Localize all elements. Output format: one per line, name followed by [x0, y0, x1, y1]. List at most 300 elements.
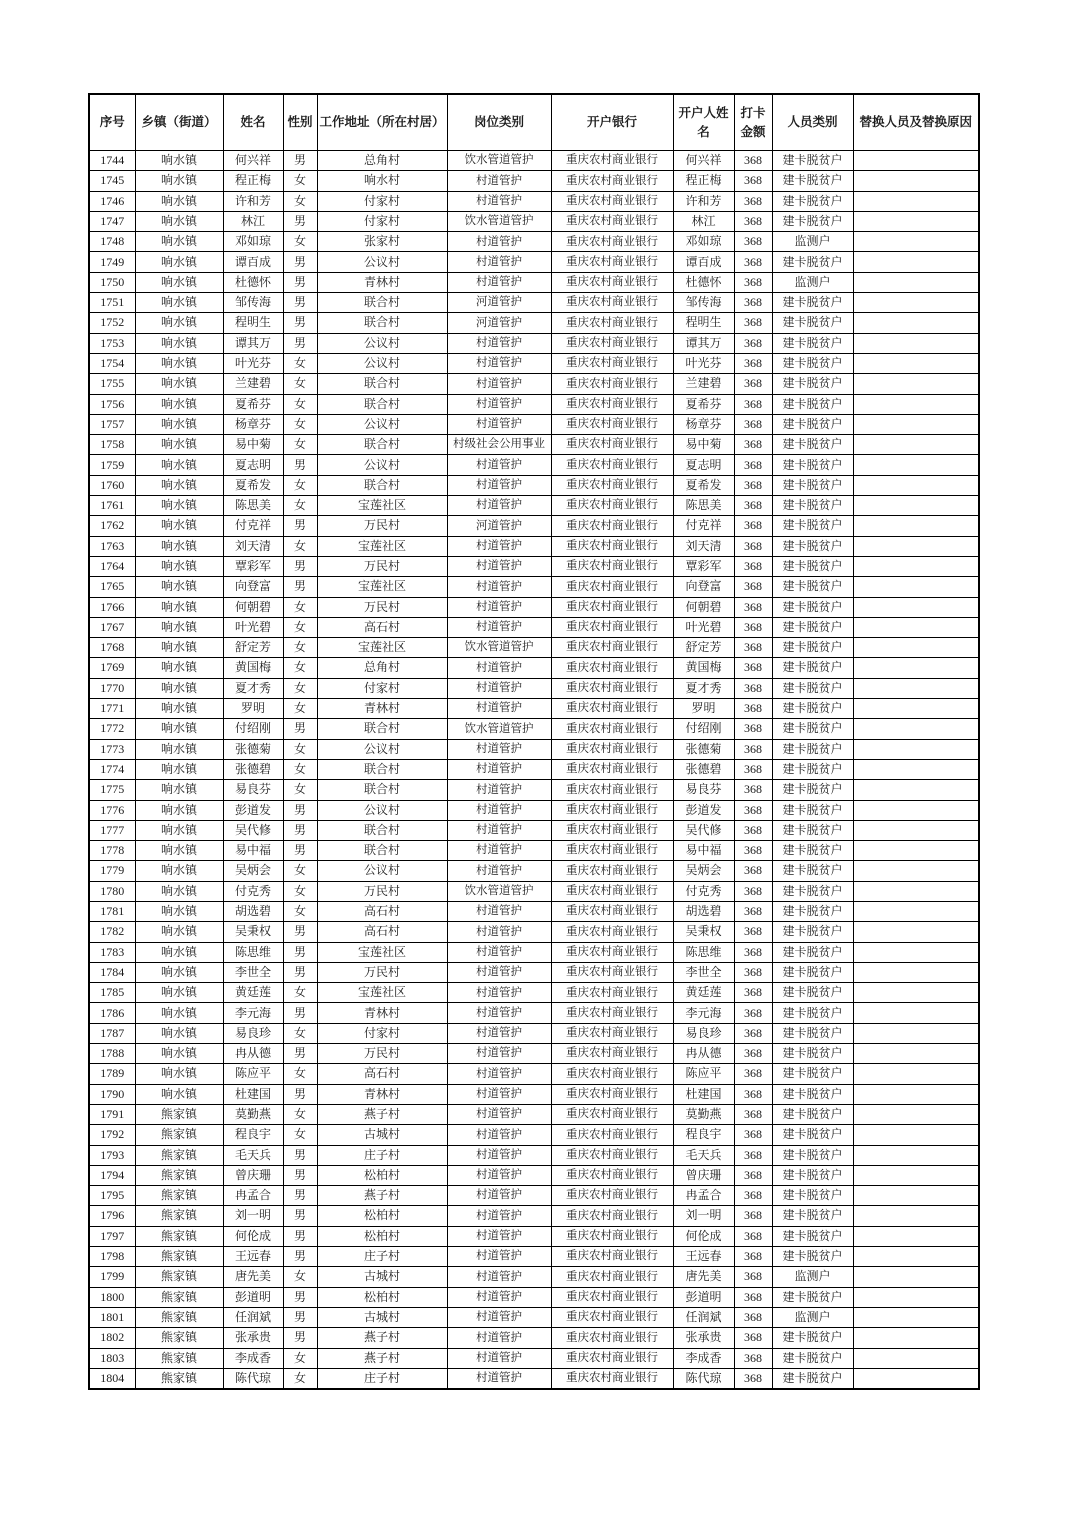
cell-town: 熊家镇 — [135, 1165, 223, 1185]
document-page — [88, 93, 978, 1390]
cell-gender: 女 — [283, 881, 317, 901]
cell-seq: 1766 — [89, 597, 135, 617]
cell-town: 熊家镇 — [135, 1328, 223, 1348]
cell-replacement — [853, 922, 979, 942]
cell-bank: 重庆农村商业银行 — [551, 658, 673, 678]
cell-category: 建卡脱贫户 — [772, 374, 853, 394]
cell-job: 村道管护 — [447, 1287, 551, 1307]
cell-account: 唐先美 — [673, 1267, 734, 1287]
cell-job: 村道管护 — [447, 861, 551, 881]
table-row — [89, 1267, 979, 1287]
table-row — [89, 1125, 979, 1145]
cell-job: 村道管护 — [447, 597, 551, 617]
cell-amount: 368 — [734, 881, 772, 901]
cell-seq: 1754 — [89, 353, 135, 373]
cell-category: 建卡脱贫户 — [772, 353, 853, 373]
cell-account: 王远春 — [673, 1247, 734, 1267]
cell-category: 建卡脱贫户 — [772, 577, 853, 597]
cell-account: 夏希发 — [673, 475, 734, 495]
cell-seq: 1798 — [89, 1247, 135, 1267]
cell-category: 建卡脱贫户 — [772, 171, 853, 191]
cell-bank: 重庆农村商业银行 — [551, 1206, 673, 1226]
col-header-category: 人员类别 — [772, 94, 853, 151]
cell-gender: 男 — [283, 313, 317, 333]
cell-account: 罗明 — [673, 699, 734, 719]
cell-bank: 重庆农村商业银行 — [551, 678, 673, 698]
cell-job: 饮水管道管护 — [447, 881, 551, 901]
cell-seq: 1790 — [89, 1084, 135, 1104]
cell-category: 建卡脱贫户 — [772, 1044, 853, 1064]
cell-name: 何朝碧 — [223, 597, 283, 617]
cell-name: 陈代琼 — [223, 1368, 283, 1389]
cell-seq: 1771 — [89, 699, 135, 719]
cell-job: 村道管护 — [447, 1023, 551, 1043]
table-row — [89, 800, 979, 820]
cell-gender: 女 — [283, 678, 317, 698]
cell-replacement — [853, 293, 979, 313]
cell-name: 叶光芬 — [223, 353, 283, 373]
cell-bank: 重庆农村商业银行 — [551, 577, 673, 597]
cell-bank: 重庆农村商业银行 — [551, 719, 673, 739]
cell-name: 吴代修 — [223, 820, 283, 840]
cell-name: 夏希芬 — [223, 394, 283, 414]
cell-amount: 368 — [734, 455, 772, 475]
cell-town: 响水镇 — [135, 232, 223, 252]
cell-bank: 重庆农村商业银行 — [551, 1226, 673, 1246]
cell-seq: 1804 — [89, 1368, 135, 1389]
cell-category: 建卡脱贫户 — [772, 699, 853, 719]
cell-town: 响水镇 — [135, 861, 223, 881]
cell-bank: 重庆农村商业银行 — [551, 1328, 673, 1348]
cell-amount: 368 — [734, 151, 772, 171]
cell-seq: 1744 — [89, 151, 135, 171]
cell-seq: 1772 — [89, 719, 135, 739]
cell-account: 黄国梅 — [673, 658, 734, 678]
cell-village: 松柏村 — [317, 1165, 447, 1185]
cell-seq: 1755 — [89, 374, 135, 394]
cell-town: 响水镇 — [135, 759, 223, 779]
cell-bank: 重庆农村商业银行 — [551, 1104, 673, 1124]
cell-account: 邓如琼 — [673, 232, 734, 252]
cell-seq: 1802 — [89, 1328, 135, 1348]
cell-gender: 男 — [283, 272, 317, 292]
cell-bank: 重庆农村商业银行 — [551, 414, 673, 434]
cell-name: 谭百成 — [223, 252, 283, 272]
cell-town: 熊家镇 — [135, 1206, 223, 1226]
cell-replacement — [853, 739, 979, 759]
cell-category: 建卡脱贫户 — [772, 861, 853, 881]
cell-village: 联合村 — [317, 841, 447, 861]
cell-gender: 女 — [283, 901, 317, 921]
table-header — [89, 94, 979, 151]
cell-amount: 368 — [734, 658, 772, 678]
cell-village: 松柏村 — [317, 1226, 447, 1246]
cell-name: 莫勤燕 — [223, 1104, 283, 1124]
cell-name: 吴秉权 — [223, 922, 283, 942]
cell-bank: 重庆农村商业银行 — [551, 1267, 673, 1287]
table-row — [89, 151, 979, 171]
table-row — [89, 820, 979, 840]
cell-account: 舒定芳 — [673, 638, 734, 658]
table-row — [89, 597, 979, 617]
cell-gender: 女 — [283, 191, 317, 211]
cell-amount: 368 — [734, 414, 772, 434]
cell-gender: 女 — [283, 597, 317, 617]
cell-replacement — [853, 1287, 979, 1307]
table-row — [89, 272, 979, 292]
cell-bank: 重庆农村商业银行 — [551, 638, 673, 658]
table-row — [89, 211, 979, 231]
cell-category: 建卡脱贫户 — [772, 475, 853, 495]
cell-category: 建卡脱贫户 — [772, 435, 853, 455]
cell-town: 响水镇 — [135, 942, 223, 962]
cell-account: 曾庆珊 — [673, 1165, 734, 1185]
cell-account: 陈代琼 — [673, 1368, 734, 1389]
cell-amount: 368 — [734, 800, 772, 820]
cell-village: 青林村 — [317, 699, 447, 719]
cell-seq: 1770 — [89, 678, 135, 698]
cell-replacement — [853, 1186, 979, 1206]
cell-town: 响水镇 — [135, 800, 223, 820]
cell-amount: 368 — [734, 374, 772, 394]
cell-gender: 女 — [283, 536, 317, 556]
cell-amount: 368 — [734, 1003, 772, 1023]
cell-category: 建卡脱贫户 — [772, 678, 853, 698]
table-row — [89, 496, 979, 516]
cell-replacement — [853, 820, 979, 840]
cell-account: 张承贵 — [673, 1328, 734, 1348]
cell-job: 村道管护 — [447, 1307, 551, 1327]
cell-village: 联合村 — [317, 313, 447, 333]
cell-name: 唐先美 — [223, 1267, 283, 1287]
table-row — [89, 1247, 979, 1267]
cell-town: 响水镇 — [135, 1044, 223, 1064]
table-row — [89, 759, 979, 779]
cell-account: 叶光碧 — [673, 617, 734, 637]
cell-replacement — [853, 942, 979, 962]
cell-village: 古城村 — [317, 1125, 447, 1145]
cell-job: 村道管护 — [447, 232, 551, 252]
cell-gender: 女 — [283, 1023, 317, 1043]
cell-gender: 女 — [283, 617, 317, 637]
cell-village: 公议村 — [317, 414, 447, 434]
cell-job: 村道管护 — [447, 983, 551, 1003]
cell-seq: 1776 — [89, 800, 135, 820]
cell-village: 付家村 — [317, 678, 447, 698]
cell-village: 古城村 — [317, 1307, 447, 1327]
table-row — [89, 1003, 979, 1023]
cell-category: 建卡脱贫户 — [772, 1125, 853, 1145]
cell-seq: 1775 — [89, 780, 135, 800]
cell-village: 宝莲社区 — [317, 638, 447, 658]
cell-gender: 男 — [283, 922, 317, 942]
cell-village: 公议村 — [317, 252, 447, 272]
cell-name: 易中福 — [223, 841, 283, 861]
cell-replacement — [853, 191, 979, 211]
cell-replacement — [853, 638, 979, 658]
cell-job: 村道管护 — [447, 841, 551, 861]
cell-gender: 男 — [283, 1226, 317, 1246]
cell-account: 杜建国 — [673, 1084, 734, 1104]
cell-name: 李世全 — [223, 962, 283, 982]
table-row — [89, 353, 979, 373]
cell-account: 付克秀 — [673, 881, 734, 901]
cell-name: 罗明 — [223, 699, 283, 719]
cell-seq: 1752 — [89, 313, 135, 333]
cell-bank: 重庆农村商业银行 — [551, 841, 673, 861]
cell-account: 程良宇 — [673, 1125, 734, 1145]
cell-replacement — [853, 597, 979, 617]
cell-village: 联合村 — [317, 719, 447, 739]
cell-village: 宝莲社区 — [317, 536, 447, 556]
cell-category: 建卡脱贫户 — [772, 638, 853, 658]
cell-job: 村道管护 — [447, 942, 551, 962]
cell-village: 联合村 — [317, 780, 447, 800]
cell-gender: 女 — [283, 353, 317, 373]
cell-category: 建卡脱贫户 — [772, 394, 853, 414]
cell-seq: 1761 — [89, 496, 135, 516]
cell-town: 响水镇 — [135, 841, 223, 861]
cell-seq: 1786 — [89, 1003, 135, 1023]
cell-job: 村道管护 — [447, 739, 551, 759]
cell-category: 建卡脱贫户 — [772, 496, 853, 516]
cell-category: 建卡脱贫户 — [772, 455, 853, 475]
table-row — [89, 841, 979, 861]
cell-category: 建卡脱贫户 — [772, 1104, 853, 1124]
table-row — [89, 435, 979, 455]
table-row — [89, 536, 979, 556]
cell-replacement — [853, 394, 979, 414]
cell-seq: 1785 — [89, 983, 135, 1003]
cell-bank: 重庆农村商业银行 — [551, 313, 673, 333]
cell-category: 建卡脱贫户 — [772, 1287, 853, 1307]
cell-account: 胡选碧 — [673, 901, 734, 921]
cell-name: 李元海 — [223, 1003, 283, 1023]
cell-seq: 1751 — [89, 293, 135, 313]
cell-village: 联合村 — [317, 759, 447, 779]
cell-seq: 1749 — [89, 252, 135, 272]
table-row — [89, 313, 979, 333]
cell-name: 陈思美 — [223, 496, 283, 516]
cell-amount: 368 — [734, 556, 772, 576]
cell-town: 响水镇 — [135, 211, 223, 231]
cell-village: 宝莲社区 — [317, 983, 447, 1003]
cell-seq: 1800 — [89, 1287, 135, 1307]
cell-category: 建卡脱贫户 — [772, 252, 853, 272]
cell-bank: 重庆农村商业银行 — [551, 475, 673, 495]
cell-bank: 重庆农村商业银行 — [551, 1044, 673, 1064]
cell-bank: 重庆农村商业银行 — [551, 272, 673, 292]
cell-seq: 1767 — [89, 617, 135, 637]
cell-name: 易良珍 — [223, 1023, 283, 1043]
cell-name: 林江 — [223, 211, 283, 231]
cell-job: 村道管护 — [447, 1186, 551, 1206]
cell-job: 村道管护 — [447, 272, 551, 292]
cell-bank: 重庆农村商业银行 — [551, 1064, 673, 1084]
cell-bank: 重庆农村商业银行 — [551, 1125, 673, 1145]
cell-category: 建卡脱贫户 — [772, 191, 853, 211]
cell-replacement — [853, 374, 979, 394]
cell-replacement — [853, 983, 979, 1003]
cell-town: 熊家镇 — [135, 1226, 223, 1246]
cell-category: 建卡脱贫户 — [772, 1348, 853, 1368]
cell-village: 联合村 — [317, 374, 447, 394]
cell-job: 饮水管道管护 — [447, 151, 551, 171]
cell-gender: 男 — [283, 556, 317, 576]
cell-job: 村道管护 — [447, 901, 551, 921]
cell-amount: 368 — [734, 394, 772, 414]
cell-amount: 368 — [734, 922, 772, 942]
cell-category: 建卡脱贫户 — [772, 881, 853, 901]
cell-job: 饮水管道管护 — [447, 211, 551, 231]
col-header-town: 乡镇（街道） — [135, 94, 223, 151]
cell-category: 建卡脱贫户 — [772, 1084, 853, 1104]
cell-bank: 重庆农村商业银行 — [551, 374, 673, 394]
cell-category: 建卡脱贫户 — [772, 922, 853, 942]
cell-bank: 重庆农村商业银行 — [551, 516, 673, 536]
cell-job: 村道管护 — [447, 577, 551, 597]
cell-seq: 1773 — [89, 739, 135, 759]
cell-account: 冉孟合 — [673, 1186, 734, 1206]
cell-bank: 重庆农村商业银行 — [551, 1145, 673, 1165]
table-row — [89, 962, 979, 982]
cell-seq: 1758 — [89, 435, 135, 455]
cell-seq: 1780 — [89, 881, 135, 901]
cell-town: 响水镇 — [135, 922, 223, 942]
cell-town: 响水镇 — [135, 556, 223, 576]
cell-job: 村道管护 — [447, 475, 551, 495]
cell-job: 村道管护 — [447, 556, 551, 576]
table-row — [89, 516, 979, 536]
cell-job: 河道管护 — [447, 516, 551, 536]
cell-village: 公议村 — [317, 861, 447, 881]
cell-account: 陈思维 — [673, 942, 734, 962]
cell-amount: 368 — [734, 1226, 772, 1246]
cell-seq: 1753 — [89, 333, 135, 353]
cell-name: 毛天兵 — [223, 1145, 283, 1165]
cell-account: 刘一明 — [673, 1206, 734, 1226]
cell-gender: 女 — [283, 861, 317, 881]
table-row — [89, 1044, 979, 1064]
cell-bank: 重庆农村商业银行 — [551, 353, 673, 373]
col-header-gender: 性别 — [283, 94, 317, 151]
cell-account: 付绍刚 — [673, 719, 734, 739]
cell-category: 建卡脱贫户 — [772, 414, 853, 434]
cell-name: 冉从德 — [223, 1044, 283, 1064]
cell-gender: 女 — [283, 658, 317, 678]
cell-name: 冉孟合 — [223, 1186, 283, 1206]
cell-seq: 1747 — [89, 211, 135, 231]
cell-gender: 女 — [283, 496, 317, 516]
cell-account: 任润斌 — [673, 1307, 734, 1327]
cell-replacement — [853, 658, 979, 678]
cell-replacement — [853, 435, 979, 455]
cell-job: 村道管护 — [447, 1125, 551, 1145]
cell-account: 夏志明 — [673, 455, 734, 475]
cell-town: 响水镇 — [135, 881, 223, 901]
cell-village: 总角村 — [317, 151, 447, 171]
cell-amount: 368 — [734, 496, 772, 516]
cell-town: 熊家镇 — [135, 1348, 223, 1368]
cell-gender: 男 — [283, 1084, 317, 1104]
cell-name: 覃彩军 — [223, 556, 283, 576]
cell-name: 黄廷莲 — [223, 983, 283, 1003]
cell-category: 监测户 — [772, 1267, 853, 1287]
cell-account: 许和芳 — [673, 191, 734, 211]
cell-job: 村道管护 — [447, 171, 551, 191]
cell-replacement — [853, 678, 979, 698]
cell-village: 总角村 — [317, 658, 447, 678]
cell-category: 建卡脱贫户 — [772, 820, 853, 840]
cell-account: 付克祥 — [673, 516, 734, 536]
cell-village: 庄子村 — [317, 1247, 447, 1267]
cell-amount: 368 — [734, 739, 772, 759]
cell-town: 响水镇 — [135, 577, 223, 597]
cell-bank: 重庆农村商业银行 — [551, 1003, 673, 1023]
cell-gender: 女 — [283, 759, 317, 779]
cell-amount: 368 — [734, 171, 772, 191]
table-row — [89, 577, 979, 597]
cell-job: 村道管护 — [447, 394, 551, 414]
cell-name: 程明生 — [223, 313, 283, 333]
cell-job: 村道管护 — [447, 191, 551, 211]
cell-amount: 368 — [734, 516, 772, 536]
cell-replacement — [853, 151, 979, 171]
cell-gender: 男 — [283, 252, 317, 272]
cell-account: 夏才秀 — [673, 678, 734, 698]
cell-category: 建卡脱贫户 — [772, 516, 853, 536]
cell-town: 熊家镇 — [135, 1307, 223, 1327]
cell-village: 燕子村 — [317, 1328, 447, 1348]
table-row — [89, 719, 979, 739]
table-row — [89, 252, 979, 272]
cell-town: 响水镇 — [135, 475, 223, 495]
cell-gender: 男 — [283, 942, 317, 962]
cell-gender: 男 — [283, 1247, 317, 1267]
cell-amount: 368 — [734, 191, 772, 211]
table-row — [89, 374, 979, 394]
cell-gender: 女 — [283, 475, 317, 495]
cell-seq: 1795 — [89, 1186, 135, 1206]
cell-amount: 368 — [734, 232, 772, 252]
cell-replacement — [853, 252, 979, 272]
cell-amount: 368 — [734, 1328, 772, 1348]
cell-bank: 重庆农村商业银行 — [551, 1084, 673, 1104]
cell-town: 熊家镇 — [135, 1145, 223, 1165]
cell-name: 彭道明 — [223, 1287, 283, 1307]
cell-account: 冉从德 — [673, 1044, 734, 1064]
cell-town: 响水镇 — [135, 962, 223, 982]
cell-amount: 368 — [734, 536, 772, 556]
cell-name: 彭道发 — [223, 800, 283, 820]
cell-account: 莫勤燕 — [673, 1104, 734, 1124]
cell-replacement — [853, 1226, 979, 1246]
cell-amount: 368 — [734, 1084, 772, 1104]
cell-gender: 男 — [283, 577, 317, 597]
cell-village: 万民村 — [317, 556, 447, 576]
cell-amount: 368 — [734, 211, 772, 231]
cell-replacement — [853, 1023, 979, 1043]
table-row — [89, 191, 979, 211]
cell-seq: 1763 — [89, 536, 135, 556]
cell-bank: 重庆农村商业银行 — [551, 394, 673, 414]
cell-amount: 368 — [734, 759, 772, 779]
cell-seq: 1769 — [89, 658, 135, 678]
cell-replacement — [853, 211, 979, 231]
cell-amount: 368 — [734, 272, 772, 292]
cell-bank: 重庆农村商业银行 — [551, 191, 673, 211]
cell-replacement — [853, 455, 979, 475]
